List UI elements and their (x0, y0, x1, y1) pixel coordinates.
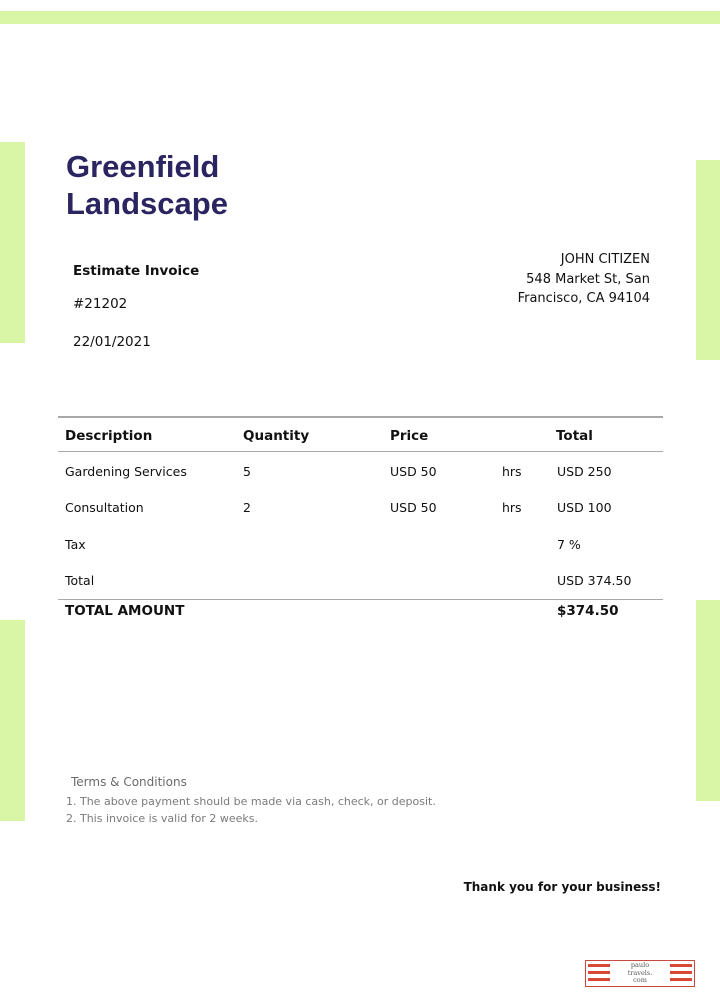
header-price: Price (390, 428, 429, 444)
table-top-border (58, 416, 663, 418)
row-description: Consultation (65, 500, 144, 515)
row-unit: hrs (502, 500, 522, 515)
invoice-title: Estimate Invoice (73, 263, 200, 279)
left-accent-bar-lower (0, 620, 25, 821)
tax-value: 7 % (557, 537, 581, 552)
row-quantity: 5 (243, 464, 251, 479)
grand-total-label: TOTAL AMOUNT (65, 603, 185, 619)
row-price: USD 50 (390, 464, 437, 479)
row-description: Gardening Services (65, 464, 187, 479)
tax-label: Tax (65, 537, 86, 552)
row-total: USD 250 (557, 464, 612, 479)
left-accent-bar-upper (0, 142, 25, 343)
subtotal-label: Total (65, 573, 95, 588)
right-accent-bar-upper (696, 160, 720, 360)
client-address-block (518, 250, 650, 309)
right-accent-bar-lower (696, 600, 720, 801)
subtotal-value: USD 374.50 (557, 573, 632, 588)
company-name-line2: Landscape (66, 186, 228, 221)
header-quantity: Quantity (243, 428, 310, 444)
client-name: JOHN CITIZEN (560, 252, 650, 267)
company-name-line1: Greenfield (66, 149, 220, 184)
top-accent-bar (0, 11, 720, 24)
company-name (66, 148, 228, 222)
header-total: Total (556, 428, 593, 444)
terms-item: 1. The above payment should be made via cash, check, or deposit. (66, 795, 436, 808)
terms-title: Terms & Conditions (71, 775, 187, 789)
row-quantity: 2 (243, 500, 251, 515)
invoice-date: 22/01/2021 (73, 334, 151, 350)
terms-item: 2. This invoice is valid for 2 weeks. (66, 812, 258, 825)
table-header-border (58, 451, 663, 452)
client-address-line2: Francisco, CA 94104 (517, 291, 650, 306)
watermark-text (610, 962, 670, 985)
watermark-line3: com (633, 976, 647, 984)
watermark-line1: paulo (630, 961, 650, 969)
watermark-line2: travels. (627, 968, 653, 977)
total-divider (58, 599, 663, 600)
invoice-number: #21202 (73, 296, 128, 312)
thank-you-message: Thank you for your business! (463, 880, 661, 894)
row-price: USD 50 (390, 500, 437, 515)
row-total: USD 100 (557, 500, 612, 515)
watermark-logo (585, 960, 695, 987)
grand-total-value: $374.50 (557, 603, 619, 619)
row-unit: hrs (502, 464, 522, 479)
client-address-line1: 548 Market St, San (526, 271, 650, 287)
header-description: Description (65, 428, 153, 444)
